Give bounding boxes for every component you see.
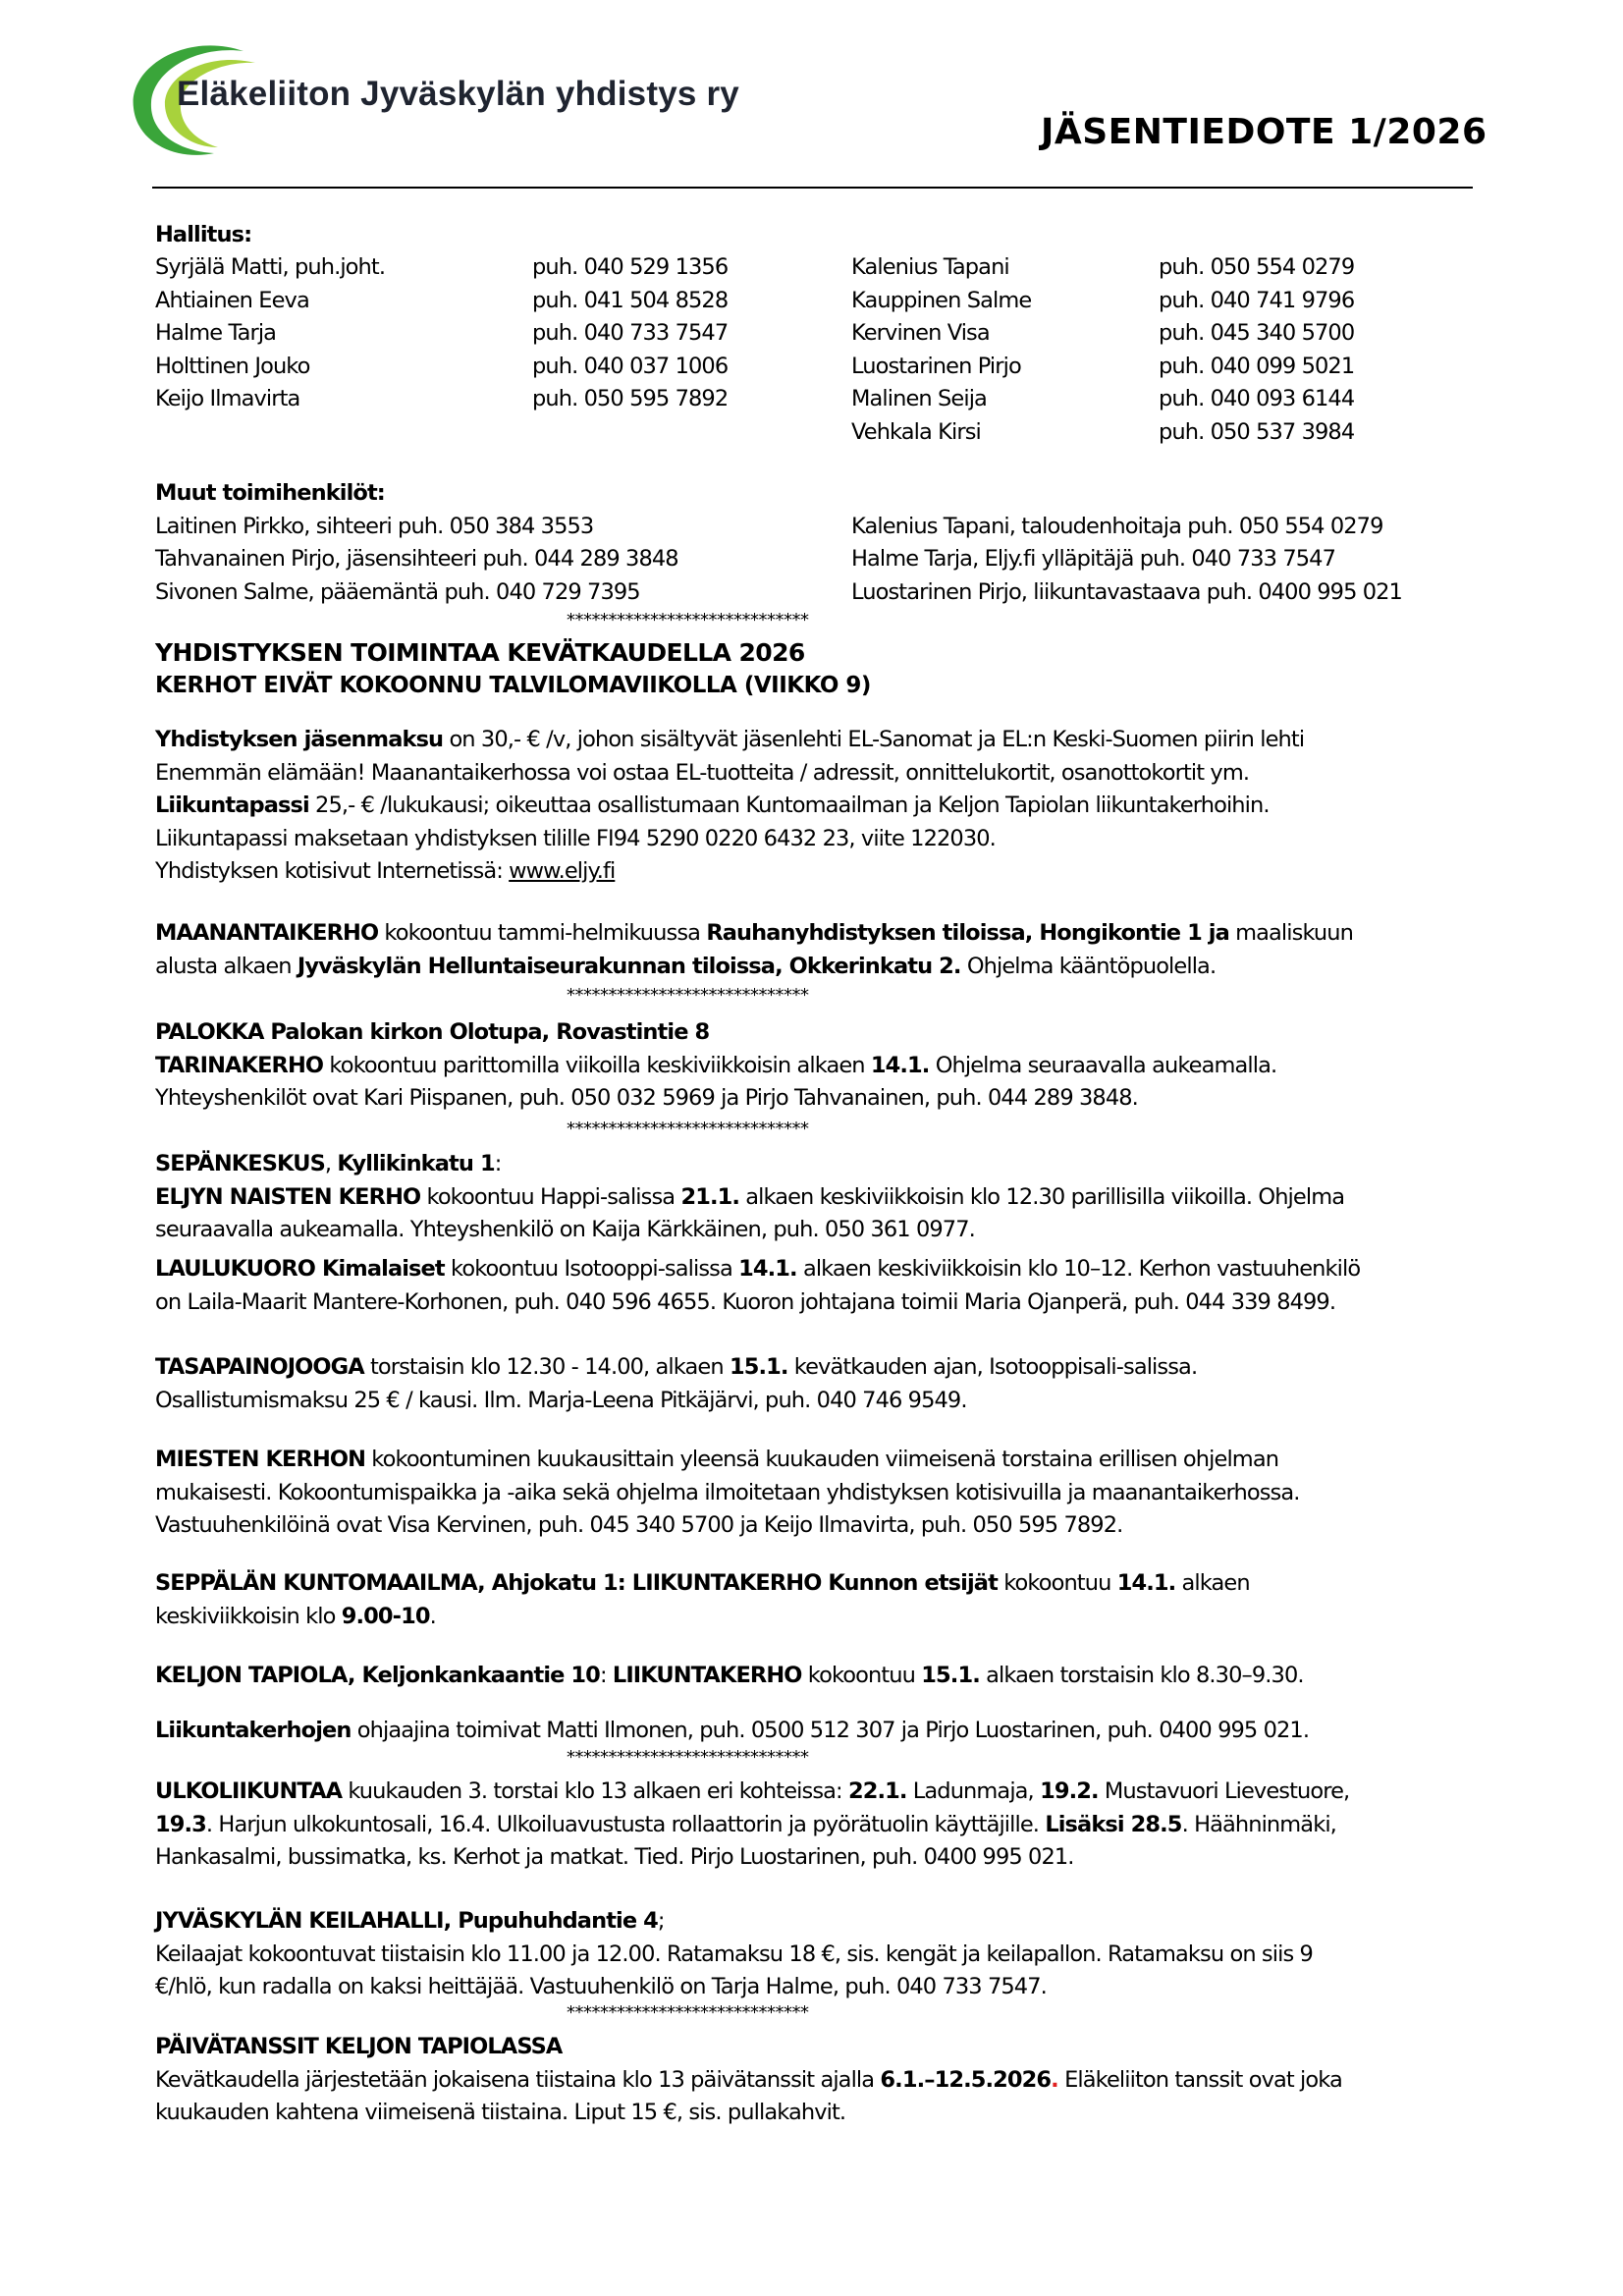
club-time: 9.00-10 [341, 1603, 430, 1629]
section-heading-colon: : [494, 1151, 502, 1176]
club-text: . [429, 1603, 436, 1629]
club-text: Mustavuori Lievestuore, [1098, 1778, 1350, 1804]
association-logo [128, 37, 815, 155]
club-text: kuukauden kahtena viimeisenä tiistaina. Liput 15 €, sis. pullakahvit. [155, 2100, 846, 2125]
membership-text: Enemmän elämään! Maanantaikerhossa voi ostaa EL-tuotteita / adressit, onnittelukortit, osanottokortit ym. [155, 759, 1250, 786]
palokka-section [155, 1016, 1549, 1116]
contact-info: Osallistumismaksu 25 € / kausi. Ilm. Marja-Leena Pitkäjärvi, puh. 040 746 9549. [155, 1387, 967, 1413]
club-text: alkaen torstaisin klo 8.30–9.30. [979, 1663, 1304, 1688]
sports-pass-text: 25,- € /lukukausi; oikeuttaa osallistumaan Kuntomaailman ja Keljon Tapiolan liikuntakerhoihin. [308, 793, 1270, 818]
contact-info: seuraavalla aukeamalla. Yhteyshenkilö on Kaija Kärkkäinen, puh. 050 361 0977. [155, 1217, 975, 1242]
contact-info: Hankasalmi, bussimatka, ks. Kerhot ja matkat. Tied. Pirjo Luostarinen, puh. 0400 995 021. [155, 1844, 1074, 1870]
contact-info: Vastuuhenkilöinä ovat Visa Kervinen, puh. 045 340 5700 ja Keijo Ilmavirta, puh. 050 595 7892. [155, 1512, 1123, 1538]
club-name: LAULUKUORO Kimalaiset [155, 1256, 445, 1282]
board-member-phone: puh. 045 340 5700 [1159, 320, 1355, 346]
contact-info: ohjaajina toimivat Matti Ilmonen, puh. 0500 512 307 ja Pirjo Luostarinen, puh. 0400 995 021. [351, 1718, 1310, 1743]
club-text: Kevätkaudella järjestetään jokaisena tiistaina klo 13 päivätanssit ajalla [155, 2066, 881, 2093]
yoga-section [155, 1351, 1549, 1417]
official-entry: Laitinen Pirkko, sihteeri puh. 050 384 3553 [155, 513, 594, 539]
board-member-name: Kauppinen Salme [851, 287, 1032, 313]
board-member-phone: puh. 041 504 8528 [532, 287, 729, 313]
contact-info: €/hlö, kun radalla on kaksi heittäjää. Vastuuhenkilö on Tarja Halme, puh. 040 733 7547. [155, 1974, 1047, 1999]
event-date: 19.3 [155, 1811, 206, 1837]
separator: ***************************** [567, 1747, 809, 1768]
board-member-name: Malinen Seija [851, 386, 987, 411]
club-text: kokoontuu tammi-helmikuussa [378, 920, 707, 946]
club-text: kokoontuu Happi-salissa [420, 1183, 681, 1210]
section-heading-sep: ; [657, 1908, 665, 1934]
contact-info: on Laila-Maarit Mantere-Korhonen, puh. 040 596 4655. Kuoron johtajana toimii Maria Ojanperä, puh. 044 339 8499. [155, 1288, 1336, 1315]
club-text: Ohjelma kääntöpuolella. [960, 953, 1217, 979]
monday-club [155, 917, 1549, 983]
board-member-phone: puh. 050 537 3984 [1159, 418, 1355, 445]
activities-subtitle: KERHOT EIVÄT KOKOONNU TALVILOMAVIIKOLLA (VIIKKO 9) [155, 673, 871, 698]
club-text: alkaen keskiviikkoisin klo 10–12. Kerhon vastuuhenkilö [796, 1256, 1361, 1282]
club-text: mukaisesti. Kokoontumispaikka ja -aika sekä ohjelma ilmoitetaan yhdistyksen kotisivuilla ja maanantaikerhossa. [155, 1479, 1300, 1505]
board-member-phone: puh. 040 741 9796 [1159, 287, 1355, 313]
section-address: Kyllikinkatu 1 [337, 1151, 495, 1176]
club-text: Ladunmaja, [906, 1778, 1041, 1804]
section-heading: KELJON TAPIOLA, Keljonkankaantie 10 [155, 1663, 600, 1688]
keljo-section [155, 1660, 1549, 1693]
board-member-name: Luostarinen Pirjo [851, 353, 1021, 379]
club-text: kuukauden 3. torstai klo 13 alkaen eri kohteissa: [342, 1778, 848, 1804]
outdoor-section [155, 1776, 1549, 1875]
section-heading: JYVÄSKYLÄN KEILAHALLI, Pupuhuhdantie 4 [155, 1908, 658, 1934]
dances-section [155, 2031, 1549, 2130]
club-text: kokoontuu [801, 1663, 922, 1688]
separator: ***************************** [567, 2002, 809, 2023]
club-date: 21.1. [680, 1183, 739, 1210]
club-name: ELJYN NAISTEN KERHO [155, 1183, 421, 1210]
official-entry: Kalenius Tapani, taloudenhoitaja puh. 050 554 0279 [851, 513, 1383, 539]
website-link[interactable]: www.eljy.fi [509, 858, 616, 884]
board-member-name: Halme Tarja [155, 320, 277, 346]
event-date: Lisäksi 28.5 [1045, 1811, 1182, 1837]
separator: ***************************** [567, 985, 809, 1006]
activities-title: YHDISTYKSEN TOIMINTAA KEVÄTKAUDELLA 2026 [155, 638, 805, 667]
club-name: LIIKUNTAKERHO [612, 1663, 802, 1688]
membership-fee-label: Yhdistyksen jäsenmaksu [155, 727, 444, 752]
club-text: torstaisin klo 12.30 - 14.00, alkaen [363, 1354, 730, 1380]
club-name: MIESTEN KERHON [155, 1447, 366, 1472]
club-location: Jyväskylän Helluntaiseurakunnan tiloissa, Okkerinkatu 2. [297, 953, 961, 979]
official-entry: Sivonen Salme, pääemäntä puh. 040 729 7395 [155, 578, 640, 605]
club-text: keskiviikkoisin klo [155, 1603, 342, 1629]
board-member-phone: puh. 050 595 7892 [532, 386, 729, 411]
choir-section [155, 1253, 1549, 1319]
club-text: . Harjun ulkokuntosali, 16.4. Ulkoiluavustusta rollaattorin ja pyörätuolin käyttäjille. [205, 1811, 1046, 1837]
club-text: Keilaajat kokoontuvat tiistaisin klo 11.00 ja 12.00. Ratamaksu 18 €, sis. kengät ja keilapallon. Ratamaksu on siis 9 [155, 1941, 1313, 1967]
board-member-name: Keijo Ilmavirta [155, 386, 300, 411]
instructors-label: Liikuntakerhojen [155, 1718, 352, 1743]
website-label: Yhdistyksen kotisivut Internetissä: [155, 858, 510, 884]
event-date-range: 6.1.–12.5.2026 [880, 2066, 1052, 2093]
bowling-section [155, 1905, 1549, 2004]
club-date: 14.1. [738, 1256, 797, 1282]
club-date: 15.1. [729, 1354, 788, 1380]
club-text: Ohjelma seuraavalla aukeamalla. [929, 1052, 1277, 1078]
document-title: JÄSENTIEDOTE 1/2026 [1041, 112, 1488, 152]
board-member-phone: puh. 050 554 0279 [1159, 254, 1355, 280]
instructors-section [155, 1715, 1549, 1748]
club-text: alkaen keskiviikkoisin klo 12.30 parillisilla viikoilla. Ohjelma [739, 1183, 1345, 1210]
club-name: ULKOLIIKUNTAA [155, 1778, 343, 1804]
club-text: kokoontuu parittomilla viikoilla keskiviikkoisin alkaen [323, 1052, 871, 1078]
club-text: Eläkeliiton tanssit ovat joka [1057, 2066, 1342, 2093]
board-member-phone: puh. 040 529 1356 [532, 254, 729, 280]
sepankeskus-section [155, 1148, 1549, 1247]
club-text: kokoontuu Isotooppi-salissa [444, 1256, 739, 1282]
board-member-phone: puh. 040 093 6144 [1159, 386, 1355, 411]
club-date: 14.1. [870, 1052, 930, 1078]
officials-heading: Muut toimihenkilöt: [155, 480, 385, 506]
payment-info: Liikuntapassi maksetaan yhdistyksen tilille FI94 5290 0220 6432 23, viite 122030. [155, 825, 996, 851]
club-name: TASAPAINOJOOGA [155, 1354, 364, 1380]
separator: ***************************** [567, 1119, 809, 1139]
club-name: MAANANTAIKERHO [155, 920, 379, 946]
section-heading: PALOKKA Palokan kirkon Olotupa, Rovastintie 8 [155, 1019, 710, 1045]
club-name: SEPPÄLÄN KUNTOMAAILMA, Ahjokatu 1: LIIKUNTAKERHO Kunnon etsijät [155, 1570, 998, 1596]
board-member-phone: puh. 040 733 7547 [532, 320, 729, 346]
club-text: . Häähninmäki, [1181, 1811, 1336, 1837]
official-entry: Halme Tarja, Eljy.fi ylläpitäjä puh. 040 733 7547 [851, 546, 1335, 572]
seppala-section [155, 1567, 1549, 1633]
club-text: kokoontuminen kuukausittain yleensä kuukauden viimeisenä torstaina erillisen ohjelman [365, 1447, 1279, 1472]
board-member-name: Holttinen Jouko [155, 353, 310, 379]
header-divider [152, 187, 1473, 189]
mens-club-section [155, 1444, 1549, 1543]
section-heading: SEPÄNKESKUS [155, 1151, 325, 1176]
club-text: kevätkauden ajan, Isotooppisali-salissa. [787, 1354, 1198, 1380]
board-member-name: Syrjälä Matti, puh.joht. [155, 254, 386, 280]
section-heading: PÄIVÄTANSSIT KELJON TAPIOLASSA [155, 2034, 563, 2059]
club-name: TARINAKERHO [155, 1052, 324, 1078]
red-period: . [1051, 2066, 1058, 2093]
club-text: maaliskuun [1228, 920, 1353, 946]
board-member-name: Ahtiainen Eeva [155, 287, 309, 313]
board-member-name: Kervinen Visa [851, 320, 990, 346]
contact-info: Yhteyshenkilöt ovat Kari Piispanen, puh. 050 032 5969 ja Pirjo Tahvanainen, puh. 044 289 3848. [155, 1085, 1138, 1111]
official-entry: Tahvanainen Pirjo, jäsensihteeri puh. 044 289 3848 [155, 546, 678, 572]
event-date: 22.1. [847, 1778, 907, 1804]
separator: ***************************** [567, 610, 809, 630]
board-heading: Hallitus: [155, 222, 252, 247]
membership-fee-text: on 30,- € /v, johon sisältyvät jäsenlehti EL-Sanomat ja EL:n Keski-Suomen piirin lehti [443, 727, 1305, 752]
club-text: alkaen [1175, 1570, 1250, 1596]
board-member-phone: puh. 040 099 5021 [1159, 353, 1355, 379]
club-text: : [599, 1663, 613, 1688]
section-heading-sep: , [324, 1151, 338, 1176]
event-date: 19.2. [1040, 1778, 1099, 1804]
club-location: Rauhanyhdistyksen tiloissa, Hongikontie 1 ja [706, 920, 1229, 946]
membership-info [155, 724, 1549, 889]
board-member-name: Kalenius Tapani [851, 254, 1009, 280]
club-text: kokoontuu [997, 1570, 1117, 1596]
logo-text: Eläkeliiton Jyväskylän yhdistys ry [177, 75, 739, 113]
sports-pass-label: Liikuntapassi [155, 793, 309, 818]
board-member-name: Vehkala Kirsi [851, 418, 981, 445]
club-date: 14.1. [1116, 1570, 1176, 1596]
club-date: 15.1. [921, 1663, 980, 1688]
official-entry: Luostarinen Pirjo, liikuntavastaava puh. 0400 995 021 [851, 578, 1402, 605]
club-text: alusta alkaen [155, 953, 298, 979]
board-member-phone: puh. 040 037 1006 [532, 353, 729, 379]
